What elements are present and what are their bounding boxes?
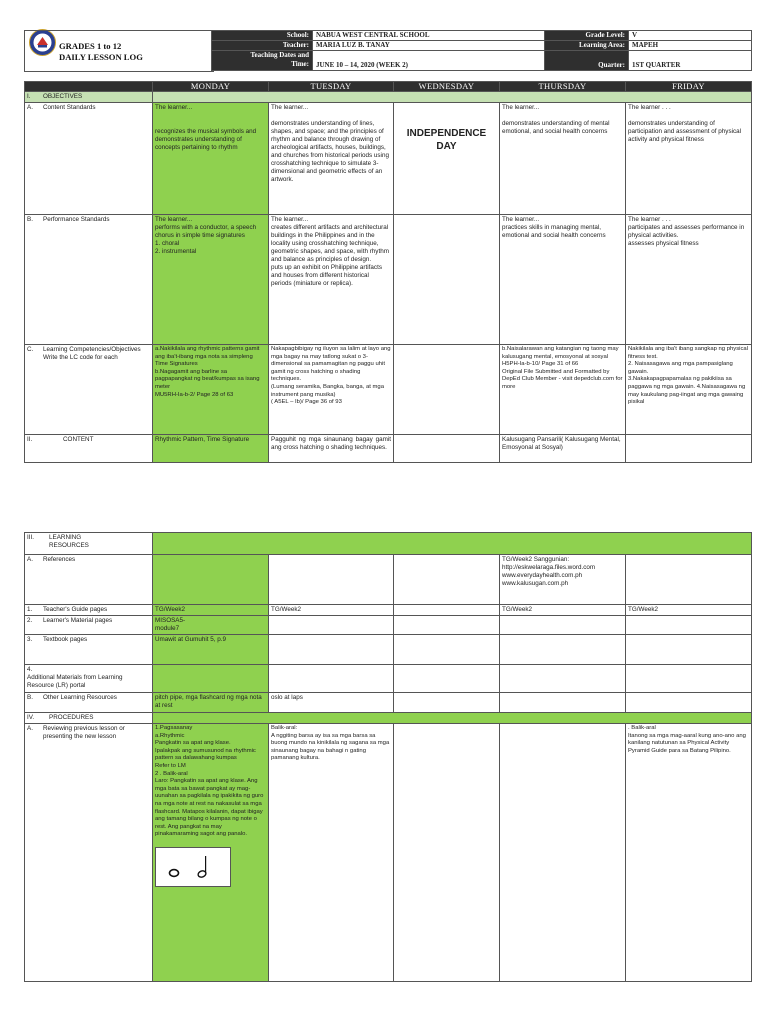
lm-thursday: [500, 616, 626, 635]
review-wednesday: [394, 724, 500, 982]
lc-friday: Nakikilala ang iba't ibang sangkap ng physical fitness test. 2. Naisasagawa ang mga pampasiglang gawain. 3.Nakakapagpapamalas ng pakikiisa sa paggawa ng mga gawain. 4.Naisasagawa ng may kaukulang pag-iingat ang mga gawaing pisikal: [626, 345, 752, 435]
tg-label: 1. Teacher's Guide pages: [25, 605, 153, 616]
lm-label: 2. Learner's Material pages: [25, 616, 153, 635]
ref-wednesday: [394, 555, 500, 605]
independence-day-label: INDEPENDENCE DAY: [406, 128, 487, 152]
quarter-value: 1ST QUARTER: [629, 51, 752, 71]
content-tuesday: Pagguhit ng mga sinaunang bagay gamit ang cross hatching o shading techniques.: [269, 435, 394, 463]
cs-thursday: The learner... demonstrates understanding of mental emotional, and social health concerns: [500, 103, 626, 215]
title-box-border: [24, 30, 214, 72]
ps-monday: The learner... performs with a conductor, a speech chorus in simple time signatures 1. choral 2. instrumental: [153, 215, 269, 345]
tg-thursday: TG/Week2: [500, 605, 626, 616]
lesson-log-table-2: [24, 532, 752, 982]
review-tuesday: Balik-aral: A nggiting barsa ay isa sa mga barsa sa buong mundo na kinikilala ng sagana sa mga sinaunang bagay na bahagi n gating pamanang kultura.: [269, 724, 394, 982]
resources-heading: III. LEARNING RESOURCES: [25, 533, 153, 555]
content-standards-label: A. Content Standards: [25, 103, 153, 215]
textbook-tuesday: [269, 635, 394, 665]
content-wednesday: [394, 435, 500, 463]
review-label: A. Reviewing previous lesson or presenting the new lesson: [25, 724, 153, 982]
lc-thursday: b.Naisalarawan ang katangian ng taong may kalusugang mental, emosyonal at sosyal H5PH-Ia-b-10/ Page 31 of 66 Original File Submitted and Formatted by DepEd Club Member - visit depedclub.com for more: [500, 345, 626, 435]
performance-standards-label: B. Performance Standards: [25, 215, 153, 345]
lc-wednesday: [394, 345, 500, 435]
review-thursday: [500, 724, 626, 982]
ps-tuesday: The learner... creates different artifacts and architectural buildings in the Philippines and in the locality using crosshatching technique, geometric shapes, and space, with rhythm and balance as principles of design. puts up an exhibit on Philippine artifacts and houses from different historical periods (miniature or replica).: [269, 215, 394, 345]
music-notes-box: [155, 847, 231, 887]
ref-thursday: TG/Week2 Sanggunian: http://eskwelaraga.files.word.com www.everydayhealth.com.ph www.kalusugan.com.ph: [500, 555, 626, 605]
lc-tuesday: Nakapagbibigay ng iluyon sa lalim at layo ang mga bagay na may tatlong sukat o 3- dimensional sa pamamagitan ng paggu uhit gamit ng cross hatching o shading techniques. (Lumang seramika, Bangka, banga, at mga instrument pang musika) ( A5EL – Ib)/ Page 36 of 93: [269, 345, 394, 435]
tg-wednesday: [394, 605, 500, 616]
lm-tuesday: [269, 616, 394, 635]
grade-label: Grade Level:: [545, 31, 629, 41]
whole-and-half-note-icon: [156, 848, 230, 886]
day-monday: MONDAY: [153, 82, 269, 92]
content-label: II. CONTENT: [25, 435, 153, 463]
corner-cell: [25, 82, 153, 92]
lesson-log-table-1: [24, 81, 752, 463]
tg-monday: TG/Week2: [153, 605, 269, 616]
review-monday-text: 1.Pagsasanay a.Rhythmic Pangkatin sa apat ang klase. Ipalakpak ang sumusunod na rhythmic pattern sa dalawahang kumpas Refer to LM 2 . Balik-aral Laro: Pangkatin sa apat ang klase. Ang mga bata sa bawat pangkat ay mag-uunahan sa pagkilala ng ipakikita ng guro na mga note at rest na nakasulat sa mga flashcard. Matapos kilalanin, dapat ibigay ang tamang bilang o kumpas ng note o rest. Ang pangkat na may pinakamaraming sagot ang panalo.: [155, 725, 264, 838]
ref-friday: [626, 555, 752, 605]
ps-thursday: The learner... practices skills in managing mental, emotional and social health concerns: [500, 215, 626, 345]
other-monday: pitch pipe, mga flashcard ng mga nota at rest: [153, 693, 269, 713]
quarter-label: Quarter:: [545, 51, 629, 71]
additional-wednesday: [394, 665, 500, 693]
dates-label: Teaching Dates and Time:: [212, 51, 313, 71]
grade-value: V: [629, 31, 752, 41]
textbook-wednesday: [394, 635, 500, 665]
header-info-table: [211, 30, 752, 71]
other-resources-label: B. Other Learning Resources: [25, 693, 153, 713]
textbook-monday: Umawit at Gumuhit 5, p.9: [153, 635, 269, 665]
day-thursday: THURSDAY: [500, 82, 626, 92]
cs-tuesday: The learner... demonstrates understanding of lines, shapes, and space; and the principles of rhythm and balance through drawing of archeological artifacts, houses, buildings, and churches from historical periods using crosshatching technique to simulate 3-dimensional and geometric effects of an artwork.: [269, 103, 394, 215]
dates-value: JUNE 10 – 14, 2020 (WEEK 2): [313, 51, 545, 71]
additional-thursday: [500, 665, 626, 693]
day-wednesday: WEDNESDAY: [394, 82, 500, 92]
additional-tuesday: [269, 665, 394, 693]
other-tuesday: oslo at laps: [269, 693, 394, 713]
procedures-heading: IV. PROCEDURES: [25, 713, 153, 724]
additional-friday: [626, 665, 752, 693]
review-friday: . Balik-aral Itanong sa mga mag-aaral kung ano-ano ang kanilang natutunan sa Physical Activity Pyramid Guide para sa Batang Pilipino.: [626, 724, 752, 982]
other-wednesday: [394, 693, 500, 713]
objectives-heading: I. OBJECTIVES: [25, 92, 153, 103]
area-value: MAPEH: [629, 41, 752, 51]
content-thursday: Kalusugang Pansarili( Kalusugang Mental, Emosyonal at Sosyal): [500, 435, 626, 463]
lm-friday: [626, 616, 752, 635]
area-label: Learning Area:: [545, 41, 629, 51]
additional-label: 4.Additional Materials from Learning Resource (LR) portal: [25, 665, 153, 693]
ref-tuesday: [269, 555, 394, 605]
additional-monday: [153, 665, 269, 693]
textbook-thursday: [500, 635, 626, 665]
ps-friday: The learner . . . participates and assesses performance in physical activities. assesses physical fitness: [626, 215, 752, 345]
ps-wednesday: [394, 215, 500, 345]
ref-monday: [153, 555, 269, 605]
other-thursday: [500, 693, 626, 713]
resources-band: [153, 533, 752, 555]
other-friday: [626, 693, 752, 713]
tg-tuesday: TG/Week2: [269, 605, 394, 616]
review-monday: [153, 724, 269, 982]
school-label: School:: [212, 31, 313, 41]
cs-monday: The learner... recognizes the musical symbols and demonstrates understanding of concepts pertaining to rhythm: [153, 103, 269, 215]
tg-friday: TG/Week2: [626, 605, 752, 616]
teacher-value: MARIA LUZ B. TANAY: [313, 41, 545, 51]
procedures-band: [153, 713, 752, 724]
objectives-band: [153, 92, 752, 103]
lm-monday: MISOSA5- module7: [153, 616, 269, 635]
title-line2: DAILY LESSON LOG: [59, 51, 143, 62]
cs-wednesday: [394, 103, 500, 215]
cs-friday: The learner . . . demonstrates understanding of participation and assessment of physical activity and physical fitness: [626, 103, 752, 215]
teacher-label: Teacher:: [212, 41, 313, 51]
references-label: A. References: [25, 555, 153, 605]
school-value: NABUA WEST CENTRAL SCHOOL: [313, 31, 545, 41]
title-line1: GRADES 1 to 12: [59, 41, 122, 51]
content-friday: [626, 435, 752, 463]
competencies-label: C. Learning Competencies/Objectives Write the LC code for each: [25, 345, 153, 435]
textbook-label: 3. Textbook pages: [25, 635, 153, 665]
content-monday: Rhythmic Pattern, Time Signature: [153, 435, 269, 463]
lm-wednesday: [394, 616, 500, 635]
textbook-friday: [626, 635, 752, 665]
lc-monday: a.Nakikilala ang rhythmic patterns gamit ang iba't-ibang mga nota sa simpleng Time Signatures b.Nagagamit ang barline sa pagpapangkat ng beat/kumpas sa isang meter MU5RH-Ia-b-2/ Page 28 of 63: [153, 345, 269, 435]
day-friday: FRIDAY: [626, 82, 752, 92]
day-tuesday: TUESDAY: [269, 82, 394, 92]
